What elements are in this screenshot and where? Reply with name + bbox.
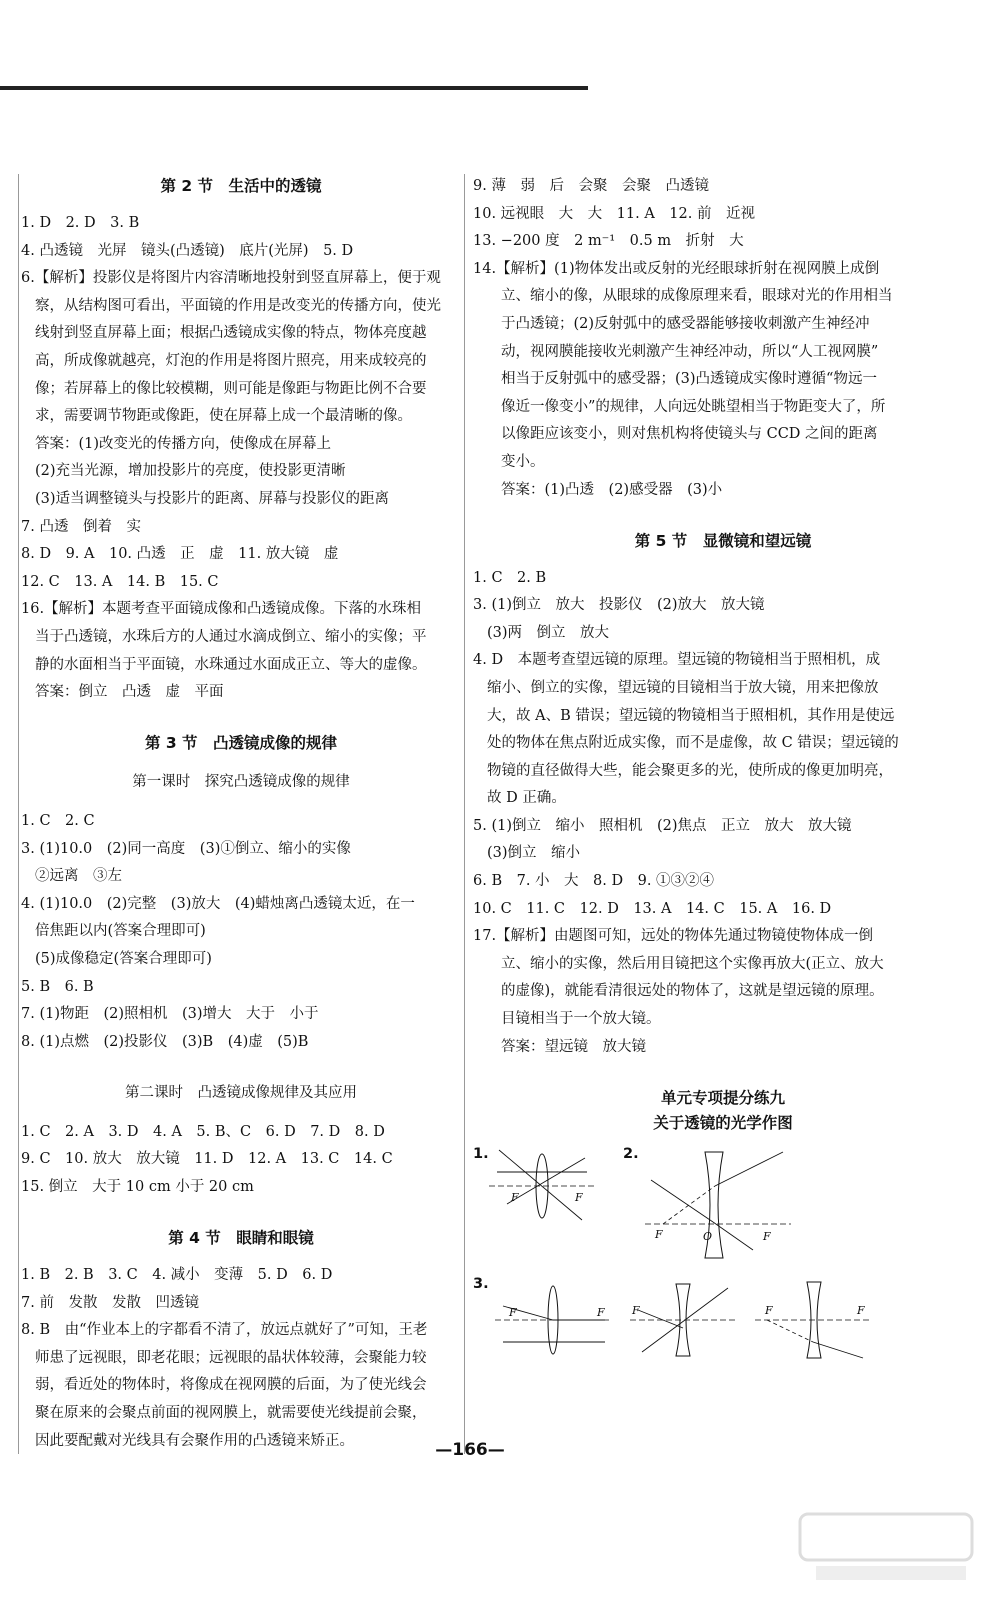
answer-line: 3. (1)倒立 放大 投影仪 (2)放大 放大镜 xyxy=(473,597,765,614)
focus-label: F xyxy=(597,1305,605,1319)
answer-line: 1. B 2. B 3. C 4. 减小 变薄 5. D 6. D xyxy=(21,1267,333,1284)
answer-line: 10. C 11. C 12. D 13. A 14. C 15. A 16. D xyxy=(473,900,832,917)
answer-line: 以像距应该变小，则对焦机构将使镜头与 CCD 之间的距离 xyxy=(501,426,878,443)
answer-line: 察，从结构图可看出，平面镜的作用是改变光的传播方向，使光 xyxy=(35,297,441,314)
answer-line: 相当于反射弧中的感受器；(3)凸透镜成实像时遵循“物远一 xyxy=(501,371,877,388)
concave-lens-diagram-3c xyxy=(753,1280,873,1360)
watermark-logo xyxy=(796,1508,976,1588)
answer-line: 像；若屏幕上的像比较模糊，则可能是像距与物距比例不合要 xyxy=(35,380,427,397)
answer-line: 弱，看近处的物体时，将像成在视网膜的后面，为了使光线会 xyxy=(35,1377,427,1394)
answer-line: 5. B 6. B xyxy=(21,978,94,995)
answer-line: 10. 远视眼 大 大 11. A 12. 前 近视 xyxy=(473,205,755,222)
answer-line: 立、缩小的实像，然后用目镜把这个实像再放大(正立、放大 xyxy=(501,955,884,972)
answer-line: 6.【解析】投影仪是将图片内容清晰地投射到竖直屏幕上，便于观 xyxy=(21,270,441,287)
subsection-title: 第二课时 凸透镜成像规律及其应用 xyxy=(125,1084,357,1101)
answer-line: 5. (1)倒立 缩小 照相机 (2)焦点 正立 放大 放大镜 xyxy=(473,817,852,834)
answer-line: 12. C 13. A 14. B 15. C xyxy=(21,573,219,590)
answer-line: 缩小、倒立的实像，望远镜的目镜相当于放大镜，用来把像放 xyxy=(487,679,879,696)
left-column xyxy=(18,174,461,1454)
convex-lens-diagram-1 xyxy=(487,1146,597,1226)
answer-line: 7. (1)物距 (2)照相机 (3)增大 大于 小于 xyxy=(21,1006,319,1023)
answer-line: 立、缩小的像，从眼球的成像原理来看，眼球对光的作用相当 xyxy=(501,288,893,305)
focus-label: F xyxy=(509,1305,517,1319)
optics-figures-row-2 xyxy=(473,1272,973,1362)
answer-line: 答案：(1)凸透 (2)感受器 (3)小 xyxy=(501,481,723,498)
answer-line: 8. (1)点燃 (2)投影仪 (3)B (4)虚 (5)B xyxy=(21,1033,309,1050)
answer-line: 倍焦距以内(答案合理即可) xyxy=(35,923,206,940)
answer-line: 聚在原来的会聚点前面的视网膜上，就需要使光线提前会聚， xyxy=(35,1405,427,1421)
answer-line: 答案：(1)改变光的传播方向，使像成在屏幕上 xyxy=(35,435,332,452)
answer-line: 7. 前 发散 发散 凹透镜 xyxy=(21,1294,199,1311)
answer-line: 1. D 2. D 3. B xyxy=(21,215,140,231)
optical-center-label: O xyxy=(703,1229,713,1243)
concave-lens-diagram-2 xyxy=(643,1150,793,1262)
right-column xyxy=(464,174,973,1454)
answer-line: 故 D 正确。 xyxy=(487,790,566,807)
answer-line: 静的水面相当于平面镜，水珠通过水面成正立、等大的虚像。 xyxy=(35,656,427,673)
section-title: 第 4 节 眼睛和眼镜 xyxy=(168,1229,314,1248)
section-title: 第 2 节 生活中的透镜 xyxy=(160,177,322,195)
answer-line: (3)两 倒立 放大 xyxy=(487,624,610,641)
answer-line: 变小。 xyxy=(501,453,545,470)
answer-line: 师患了远视眼，即老花眼；远视眼的晶状体较薄，会聚能力较 xyxy=(35,1349,427,1366)
answer-line: 1. C 2. A 3. D 4. A 5. B、C 6. D 7. D 8. D xyxy=(21,1123,385,1140)
focus-label: F xyxy=(857,1303,865,1317)
answer-line: 9. C 10. 放大 放大镜 11. D 12. A 13. C 14. C xyxy=(21,1151,393,1168)
answer-line: 3. (1)10.0 (2)同一高度 (3)①倒立、缩小的实像 xyxy=(21,840,351,857)
figure-label: 2. xyxy=(623,1145,639,1162)
answer-line: (2)充当光源，增加投影片的亮度，使投影更清晰 xyxy=(35,463,346,480)
answer-line: 的虚像)，就能看清很远处的物体了，这就是望远镜的原理。 xyxy=(501,983,884,1000)
figure-label: 3. xyxy=(473,1275,489,1292)
answer-line: 求，需要调节物距或像距，使在屏幕上成一个最清晰的像。 xyxy=(35,408,412,425)
section-title: 第 5 节 显微镜和望远镜 xyxy=(634,531,812,550)
focus-label: F xyxy=(511,1190,519,1204)
answer-line: 线射到竖直屏幕上面；根据凸透镜成实像的特点，物体亮度越 xyxy=(35,325,427,342)
answer-line: 大，故 A、B 错误；望远镜的物镜相当于照相机，其作用是使远 xyxy=(487,707,895,724)
answer-line: 当于凸透镜，水珠后方的人通过水滴成倒立、缩小的实像；平 xyxy=(35,628,427,645)
answer-line: 1. C 2. C xyxy=(21,813,95,830)
subsection-title: 第一课时 探究凸透镜成像的规律 xyxy=(132,774,350,791)
unit-title: 单元专项提分练九 xyxy=(660,1088,785,1107)
answer-line: 8. D 9. A 10. 凸透 正 虚 11. 放大镜 虚 xyxy=(21,546,339,563)
answer-line: 于凸透镜；(2)反射弧中的感受器能够接收刺激产生神经冲 xyxy=(501,315,870,332)
answer-line: 处的物体在焦点附近成实像，而不是虚像，故 C 错误；望远镜的 xyxy=(487,735,899,752)
answer-line: 9. 薄 弱 后 会聚 会聚 凸透镜 xyxy=(473,178,709,194)
answer-line: (3)适当调整镜头与投影片的距离、屏幕与投影仪的距离 xyxy=(35,490,390,507)
answer-line: 高，所成像就越亮，灯泡的作用是将图片照亮，用来成较亮的 xyxy=(35,352,427,369)
figure-label: 1. xyxy=(473,1145,489,1162)
focus-label: F xyxy=(632,1303,640,1317)
answer-line: 6. B 7. 小 大 8. D 9. ①③②④ xyxy=(473,873,715,890)
answer-line: ②远离 ③左 xyxy=(35,868,122,885)
convex-lens-diagram-3a xyxy=(493,1280,613,1360)
focus-label: F xyxy=(575,1190,583,1204)
answer-line: 4. (1)10.0 (2)完整 (3)放大 (4)蜡烛离凸透镜太近，在一 xyxy=(21,895,415,912)
top-rule xyxy=(0,86,588,90)
answer-line: 目镜相当于一个放大镜。 xyxy=(501,1011,661,1028)
concave-lens-diagram-3b xyxy=(628,1280,738,1360)
section-title: 第 3 节 凸透镜成像的规律 xyxy=(144,734,338,753)
answer-line: 动，视网膜能接收光刺激产生神经冲动，所以“人工视网膜” xyxy=(501,343,879,360)
answer-line: 物镜的直径做得大些，能会聚更多的光，使所成的像更加明亮， xyxy=(487,762,893,779)
answer-line: 答案：望远镜 放大镜 xyxy=(501,1038,646,1055)
answer-line: 4. D 本题考查望远镜的原理。望远镜的物镜相当于照相机，成 xyxy=(473,652,881,669)
unit-subtitle: 关于透镜的光学作图 xyxy=(653,1113,793,1132)
answer-line: 15. 倒立 大于 10 cm 小于 20 cm xyxy=(21,1179,254,1196)
answer-line: 13. −200 度 2 m⁻¹ 0.5 m 折射 大 xyxy=(473,233,744,250)
answer-line: 像近一像变小”的规律，人向远处眺望相当于物距变大了，所 xyxy=(501,398,886,415)
answer-line: 4. 凸透镜 光屏 镜头(凸透镜) 底片(光屏) 5. D xyxy=(21,242,354,259)
answer-line: 16.【解析】本题考查平面镜成像和凸透镜成像。下落的水珠相 xyxy=(21,601,422,618)
answer-line: 8. B 由“作业本上的字都看不清了，放远点就好了”可知，王老 xyxy=(21,1322,428,1339)
answer-line: 因此要配戴对光线具有会聚作用的凸透镜来矫正。 xyxy=(35,1432,354,1449)
answer-line: (5)成像稳定(答案合理即可) xyxy=(35,951,212,968)
page-number: —166— xyxy=(435,1440,505,1460)
focus-label: F xyxy=(763,1229,771,1243)
answer-line: 1. C 2. B xyxy=(473,569,547,586)
answer-line: 答案：倒立 凸透 虚 平面 xyxy=(35,684,224,701)
answer-line: 7. 凸透 倒着 实 xyxy=(21,518,141,535)
answer-line: 17.【解析】由题图可知，远处的物体先通过物镜使物体成一倒 xyxy=(473,928,874,945)
focus-label: F xyxy=(655,1227,663,1241)
answer-line: 14.【解析】(1)物体发出或反射的光经眼球折射在视网膜上成倒 xyxy=(473,260,880,277)
answer-line: (3)倒立 缩小 xyxy=(487,845,581,862)
focus-label: F xyxy=(765,1303,773,1317)
